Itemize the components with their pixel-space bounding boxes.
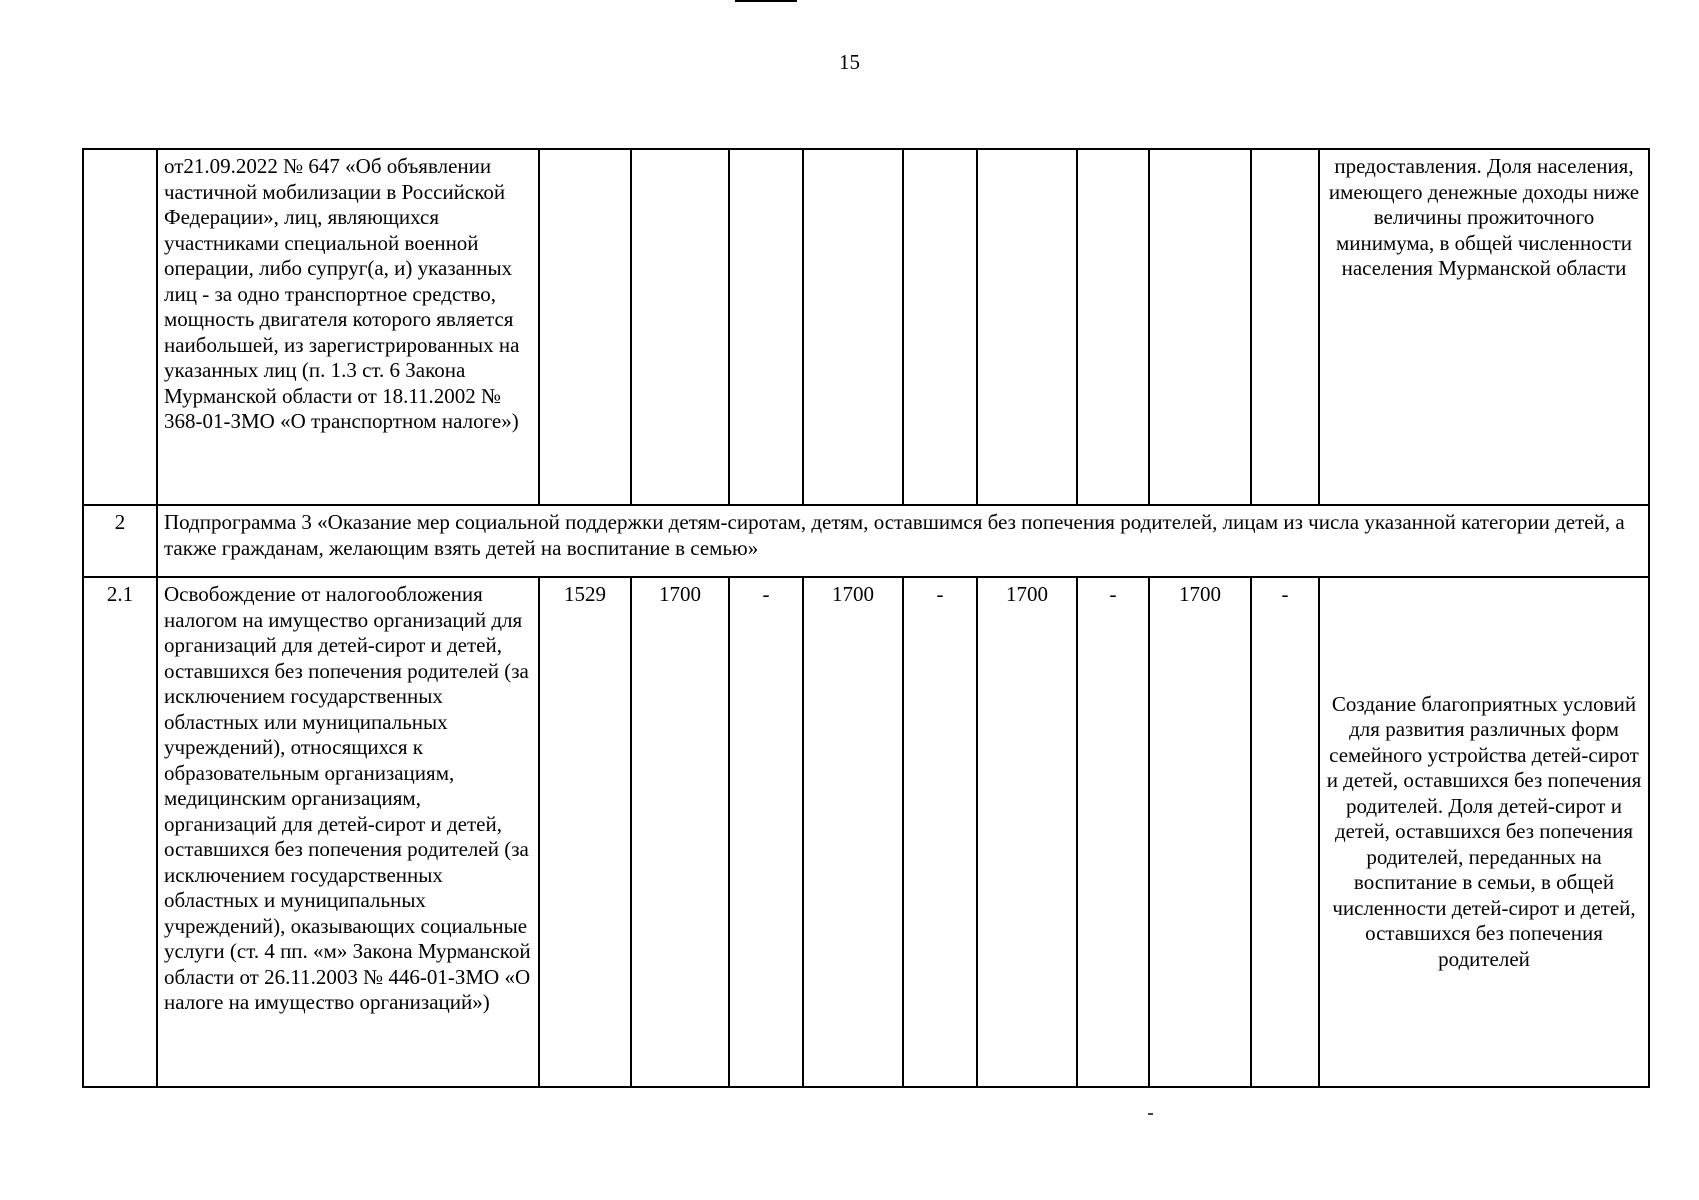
row-note-cell: Создание благоприятных условий для развития различных форм семейного устройства детей-сирот и детей, оставшихся без попечения родителей. Доля детей-сирот и детей, оставшихся без попечения родителей, переданных на воспитание в семьи, в общей численности детей-сирот и детей, оставшихся без попечения родителей — [1319, 577, 1649, 1087]
table-row-section — [83, 505, 1649, 577]
value-cell — [977, 149, 1077, 505]
value-cell: 1700 — [803, 577, 903, 1087]
value-cell — [803, 149, 903, 505]
table-row-continuation — [83, 149, 1649, 505]
value-cell: 1529 — [539, 577, 631, 1087]
row-description-cell: от21.09.2022 № 647 «Об объявлении частичной мобилизации в Российской Федерации», лиц, являющихся участниками специальной военной операции, либо супруг(а, и) указанных лиц - за одно транспортное средство, мощность двигателя которого является наибольшей, из зарегистрированных на указанных лиц (п. 1.3 ст. 6 Закона Мурманской области от 18.11.2002 № 368-01-ЗМО «О транспортном налоге») — [157, 149, 539, 505]
value-cell — [631, 149, 729, 505]
value-cell — [1149, 149, 1251, 505]
value-cell: - — [903, 577, 977, 1087]
value-cell: - — [1251, 577, 1319, 1087]
scan-speck — [1148, 1113, 1153, 1115]
value-cell: 1700 — [631, 577, 729, 1087]
row-note-cell: предоставления. Доля населения, имеющего денежные доходы ниже величины прожиточного минимума, в общей численности населения Мурманской области — [1319, 149, 1649, 505]
value-cell — [1251, 149, 1319, 505]
value-cell — [729, 149, 803, 505]
row-number-cell — [83, 149, 157, 505]
top-edge-mark — [735, 0, 797, 2]
row-number-cell: 2.1 — [83, 577, 157, 1087]
section-number-cell: 2 — [83, 505, 157, 577]
value-cell — [903, 149, 977, 505]
value-cell — [1077, 149, 1149, 505]
section-title-cell: Подпрограмма 3 «Оказание мер социальной поддержки детям-сиротам, детям, оставшимся без попечения родителей, лицам из числа указанной категории детей, а также гражданам, желающим взять детей на воспитание в семью» — [157, 505, 1649, 577]
table-row-item — [83, 577, 1649, 1087]
value-cell — [539, 149, 631, 505]
document-table — [82, 148, 1650, 1088]
row-description-cell: Освобождение от налогообложения налогом на имущество организаций для организаций для детей-сирот и детей, оставшихся без попечения родителей (за исключением государственных областных или муниципальных учреждений), относящихся к образовательным организациям, медицинским организациям, организаций для детей-сирот и детей, оставшихся без попечения родителей (за исключением государственных областных и муниципальных учреждений), оказывающих социальные услуги (ст. 4 пп. «м» Закона Мурманской области от 26.11.2003 № 446-01-ЗМО «О налоге на имущество организаций») — [157, 577, 539, 1087]
value-cell: - — [1077, 577, 1149, 1087]
page-number: 15 — [839, 50, 860, 74]
value-cell: 1700 — [977, 577, 1077, 1087]
value-cell: 1700 — [1149, 577, 1251, 1087]
value-cell: - — [729, 577, 803, 1087]
